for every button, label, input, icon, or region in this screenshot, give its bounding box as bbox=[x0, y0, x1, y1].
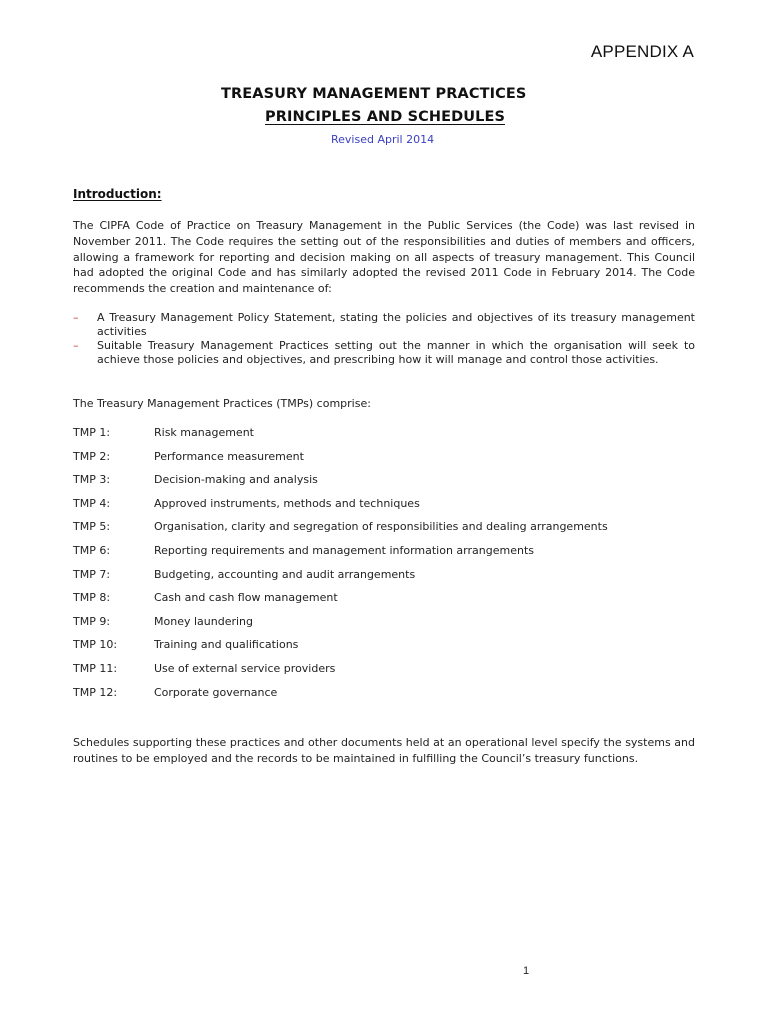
tmp-row bbox=[73, 685, 695, 709]
tmp-code: TMP 1: bbox=[73, 426, 111, 439]
tmp-row bbox=[73, 590, 695, 614]
tmps-intro: The Treasury Management Practices (TMPs) comprise: bbox=[73, 397, 371, 410]
list-item bbox=[73, 339, 695, 366]
tmp-description: Reporting requirements and management information arrangements bbox=[154, 543, 534, 557]
tmp-code: TMP 4: bbox=[73, 496, 111, 510]
tmp-row bbox=[73, 543, 695, 567]
tmp-code: TMP 6: bbox=[73, 543, 111, 557]
tmp-code: TMP 10: bbox=[73, 638, 118, 652]
tmp-description: Use of external service providers bbox=[154, 661, 336, 675]
tmp-row bbox=[73, 425, 695, 449]
tmp-description: Performance measurement bbox=[154, 449, 304, 463]
tmp-description: Budgeting, accounting and audit arrangements bbox=[154, 567, 416, 581]
tmp-description: Money laundering bbox=[154, 614, 253, 628]
revised-date: Revised April 2014 bbox=[331, 133, 435, 146]
bullet-text: A Treasury Management Policy Statement, stating the policies and objectives of its treasury management activities bbox=[97, 311, 695, 338]
appendix-label: APPENDIX A bbox=[590, 42, 694, 61]
tmp-description: Approved instruments, methods and techniques bbox=[154, 496, 420, 510]
tmp-code: TMP 8: bbox=[73, 591, 111, 605]
tmp-code: TMP 7: bbox=[73, 567, 111, 581]
introduction-heading: Introduction: bbox=[73, 187, 162, 201]
tmp-row bbox=[73, 637, 695, 661]
tmp-row bbox=[73, 472, 695, 496]
tmp-code: TMP 2: bbox=[73, 449, 111, 463]
tmp-row bbox=[73, 519, 695, 543]
title-line-2: PRINCIPLES AND SCHEDULES bbox=[265, 109, 505, 125]
introduction-bullet-list bbox=[73, 311, 695, 367]
bullet-text: Suitable Treasury Management Practices setting out the manner in which the organisation will seek to achieve those policies and objectives, and prescribing how it will manage and control those activities. bbox=[97, 339, 695, 366]
tmp-row bbox=[73, 496, 695, 520]
tmp-row bbox=[73, 567, 695, 591]
tmp-code: TMP 12: bbox=[73, 685, 118, 699]
tmp-row bbox=[73, 614, 695, 638]
tmp-code: TMP 5: bbox=[73, 520, 111, 534]
bullet-dash-icon: – bbox=[73, 339, 79, 352]
tmp-description: Cash and cash flow management bbox=[154, 591, 338, 605]
tmp-description: Corporate governance bbox=[154, 685, 278, 699]
tmp-description: Decision-making and analysis bbox=[154, 473, 318, 487]
tmp-code: TMP 11: bbox=[73, 661, 118, 675]
tmp-description: Organisation, clarity and segregation of responsibilities and dealing arrangements bbox=[154, 520, 608, 534]
tmp-list bbox=[73, 425, 695, 708]
schedules-paragraph: Schedules supporting these practices and other documents held at an operational level specify the systems and routines to be employed and the records to be maintained in fulfilling the Council’s treasury functions. bbox=[73, 736, 695, 765]
tmp-description: Risk management bbox=[154, 426, 254, 439]
tmp-code: TMP 3: bbox=[73, 473, 111, 487]
introduction-paragraph: The CIPFA Code of Practice on Treasury Management in the Public Services (the Code) was last revised in November 2011. The Code requires the setting out of the responsibilities and duties of members and officers, allowing a framework for reporting and decision making on all aspects of treasury management. This Council had adopted the original Code and has similarly adopted the revised 2011 Code in February 2014. The Code recommends the creation and maintenance of: bbox=[73, 219, 695, 296]
page-number: 1 bbox=[523, 965, 530, 977]
bullet-dash-icon: – bbox=[73, 311, 79, 324]
title-line-1: TREASURY MANAGEMENT PRACTICES bbox=[221, 86, 527, 102]
tmp-code: TMP 9: bbox=[73, 614, 111, 628]
tmp-row bbox=[73, 449, 695, 473]
tmp-description: Training and qualifications bbox=[154, 638, 299, 652]
tmp-row bbox=[73, 661, 695, 685]
list-item bbox=[73, 311, 695, 338]
